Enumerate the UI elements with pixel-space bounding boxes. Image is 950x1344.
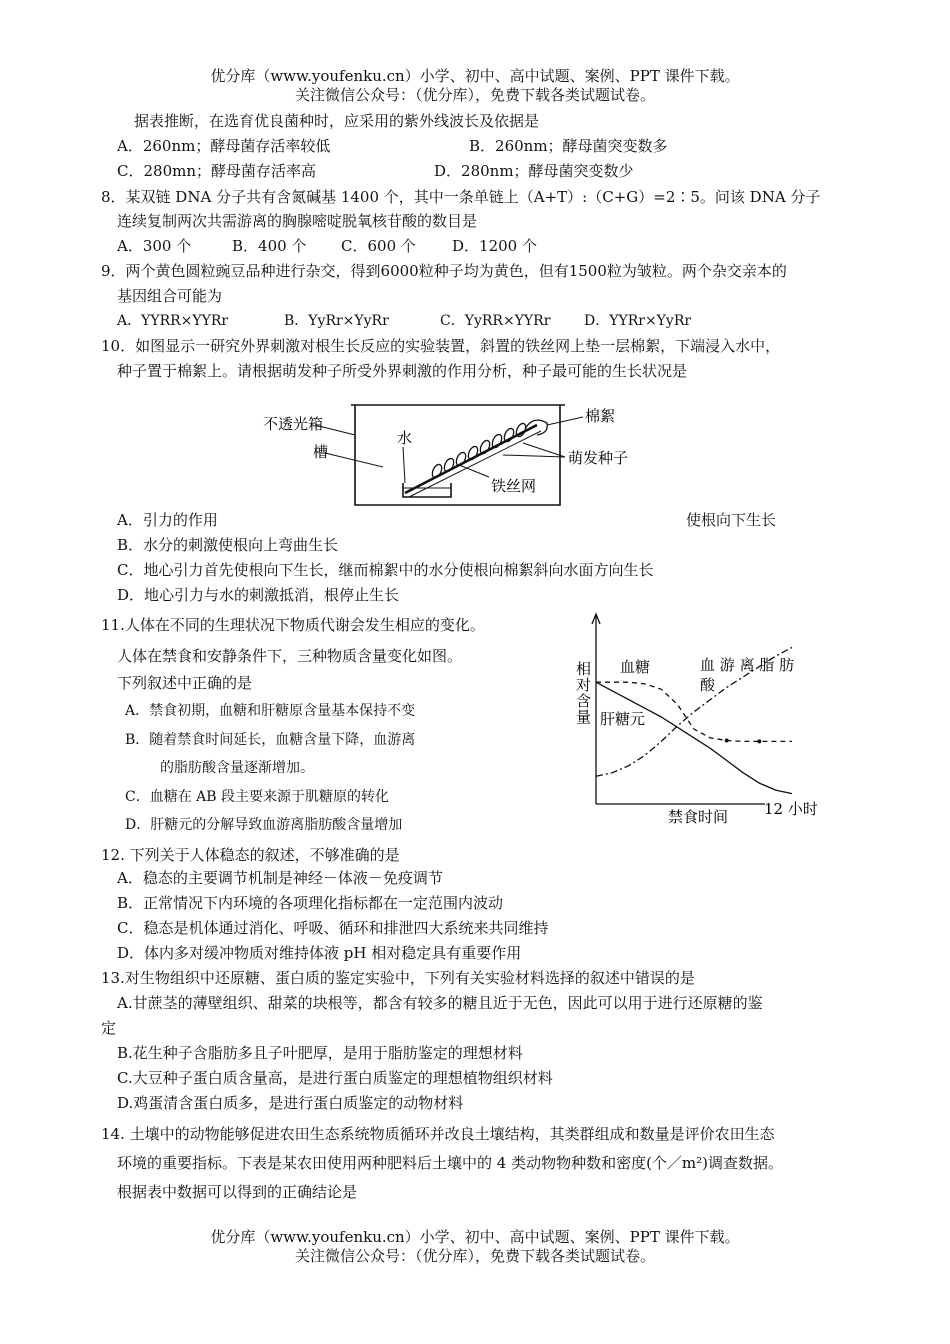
chart-ylabel-4: 量 (576, 708, 592, 726)
q9-option-a: A．YYRR×YYRr (117, 313, 229, 329)
q13-stem: 13.对生物组织中还原糖、蛋白质的鉴定实验中，下列有关实验材料选择的叙述中错误的是 (101, 969, 695, 987)
q8-option-b: B．400 个 (232, 237, 307, 255)
q11-metabolism-chart (560, 610, 830, 830)
q7-option-c: C．280mn；酵母菌存活率高 (117, 162, 316, 180)
chart-glucose-marker-1 (757, 739, 761, 743)
q10-stem-line-2: 种子置于棉絮上。请根据萌发种子所受外界刺激的作用分析，种子最可能的生长状况是 (117, 362, 688, 380)
q10-stem-line-1: 10．如图显示一研究外界刺激对根生长反应的实验装置，斜置的铁丝网上垫一层棉絮，下端浸入水中， (101, 337, 781, 355)
chart-label-fatty-acid-1: 血 游 离 脂 肪 (700, 656, 795, 674)
q9-stem-line-1: 9．两个黄色圆粒豌豆品种进行杂交，得到6000粒种子均为黄色，但有1500粒为皱粒。两个杂交亲本的 (101, 262, 787, 280)
q14-stem-line-2: 环境的重要指标。下表是某农田使用两种肥料后土壤中的 4 类动物物种数和密度(个／m²)调查数据。 (117, 1154, 784, 1172)
q12-option-c: C．稳态是机体通过消化、呼吸、循环和排泄四大系统来共同维持 (117, 919, 549, 937)
q8-option-c: C．600 个 (341, 237, 416, 255)
q10-option-a-end: 使根向下生长 (686, 511, 777, 529)
q8-stem-line-1: 8．某双链 DNA 分子共有含氮碱基 1400 个，其中一条单链上（A+T）:（C+G）=2∶5。问该 DNA 分子 (101, 188, 821, 206)
chart-series-line-2 (596, 682, 792, 793)
label-cotton: 棉絮 (585, 407, 616, 425)
label-trough: 槽 (313, 443, 329, 461)
q13-option-c: C.大豆种子蛋白质含量高，是进行蛋白质鉴定的理想植物组织材料 (117, 1069, 553, 1087)
page-header-line-1: 优分库（www.youfenku.cn）小学、初中、高中试题、案例、PPT 课件下载。 (210, 67, 740, 85)
chart-label-fatty-acid-2: 酸 (700, 676, 716, 694)
q11-option-c: C．血糖在 AB 段主要来源于肌糖原的转化 (125, 789, 390, 805)
q13-option-b: B.花生种子含脂肪多且子叶肥厚，是用于脂肪鉴定的理想材料 (117, 1044, 523, 1062)
q10-option-c: C．地心引力首先使根向下生长，继而棉絮中的水分使根向棉絮斜向水面方向生长 (117, 561, 654, 579)
chart-ylabel-3: 含 (576, 692, 592, 710)
q10-apparatus-figure (255, 395, 675, 515)
q14-stem-line-3: 根据表中数据可以得到的正确结论是 (117, 1183, 358, 1201)
q10-option-a: A．引力的作用 (117, 511, 218, 529)
q13-option-d: D.鸡蛋清含蛋白质多，是进行蛋白质鉴定的动物材料 (117, 1094, 464, 1112)
q11-option-a: A．禁食初期，血糖和肝糖原含量基本保持不变 (125, 703, 416, 719)
q12-stem: 12. 下列关于人体稳态的叙述，不够准确的是 (101, 846, 400, 864)
chart-ylabel-1: 相 (576, 660, 592, 678)
chart-label-glucose: 血糖 (620, 658, 651, 676)
q8-option-d: D．1200 个 (452, 237, 537, 255)
page-footer-line-2: 关注微信公众号：（优分库），免费下载各类试题试卷。 (294, 1247, 655, 1265)
label-water: 水 (397, 429, 413, 447)
chart-ylabel-2: 对 (576, 676, 592, 694)
q7-option-a: A．260nm；酵母菌存活率较低 (117, 137, 331, 155)
q13-option-a-line-2: 定 (101, 1019, 117, 1037)
page-footer-line-1: 优分库（www.youfenku.cn）小学、初中、高中试题、案例、PPT 课件下载。 (210, 1228, 740, 1246)
q9-stem-line-2: 基因组合可能为 (117, 287, 223, 305)
q7-option-d: D．280nm；酵母菌突变数少 (434, 162, 634, 180)
q9-option-b: B．YyRr×YyRr (284, 313, 389, 329)
label-wire-mesh: 铁丝网 (491, 477, 537, 495)
q12-option-d: D．体内多对缓冲物质对维持体液 pH 相对稳定具有重要作用 (117, 944, 522, 962)
q10-option-b: B．水分的刺激使根向上弯曲生长 (117, 536, 339, 554)
q13-option-a-line-1: A.甘蔗茎的薄壁组织、甜菜的块根等，都含有较多的糖且近于无色，因此可以用于进行还原糖的鉴 (117, 994, 763, 1012)
q11-option-b-line-2: 的脂肪酸含量逐渐增加。 (160, 760, 314, 776)
q11-option-d: D．肝糖元的分解导致血游离脂肪酸含量增加 (125, 817, 403, 833)
q12-option-a: A．稳态的主要调节机制是神经－体液－免疫调节 (117, 869, 443, 887)
q11-stem-line-2: 人体在禁食和安静条件下，三种物质含量变化如图。 (117, 647, 463, 665)
q11-stem-line-3: 下列叙述中正确的是 (117, 674, 253, 692)
q7-stem: 据表推断，在选育优良菌种时，应采用的紫外线波长及依据是 (134, 112, 540, 130)
q8-stem-line-2: 连续复制两次共需游离的胸腺嘧啶脱氧核苷酸的数目是 (117, 212, 478, 230)
q7-option-b: B．260nm；酵母菌突变数多 (469, 137, 668, 155)
q14-stem-line-1: 14. 土壤中的动物能够促进农田生态系统物质循环并改良土壤结构，其类群组成和数量是评价农田生态 (101, 1125, 775, 1143)
q11-stem-line-1: 11.人体在不同的生理状况下物质代谢会发生相应的变化。 (101, 616, 485, 634)
q10-option-d: D．地心引力与水的刺激抵消，根停止生长 (117, 586, 400, 604)
q9-option-d: D．YYRr×YyRr (584, 313, 692, 329)
q11-option-b-line-1: B．随着禁食时间延长，血糖含量下降，血游离 (125, 732, 416, 748)
q9-option-c: C．YyRR×YYRr (440, 313, 551, 329)
chart-x-axis-label: 禁食时间 (668, 808, 729, 826)
chart-label-glycogen: 肝糖元 (600, 710, 646, 728)
chart-x-end-label: 12 小时 (764, 800, 818, 818)
q8-option-a: A．300 个 (117, 237, 192, 255)
label-lightproof-box: 不透光箱 (263, 415, 324, 433)
chart-glucose-marker-0 (725, 739, 729, 743)
page-header-line-2: 关注微信公众号：（优分库），免费下载各类试题试卷。 (294, 86, 655, 104)
q12-option-b: B．正常情况下内环境的各项理化指标都在一定范围内波动 (117, 894, 504, 912)
label-germinating-seeds: 萌发种子 (568, 449, 629, 467)
